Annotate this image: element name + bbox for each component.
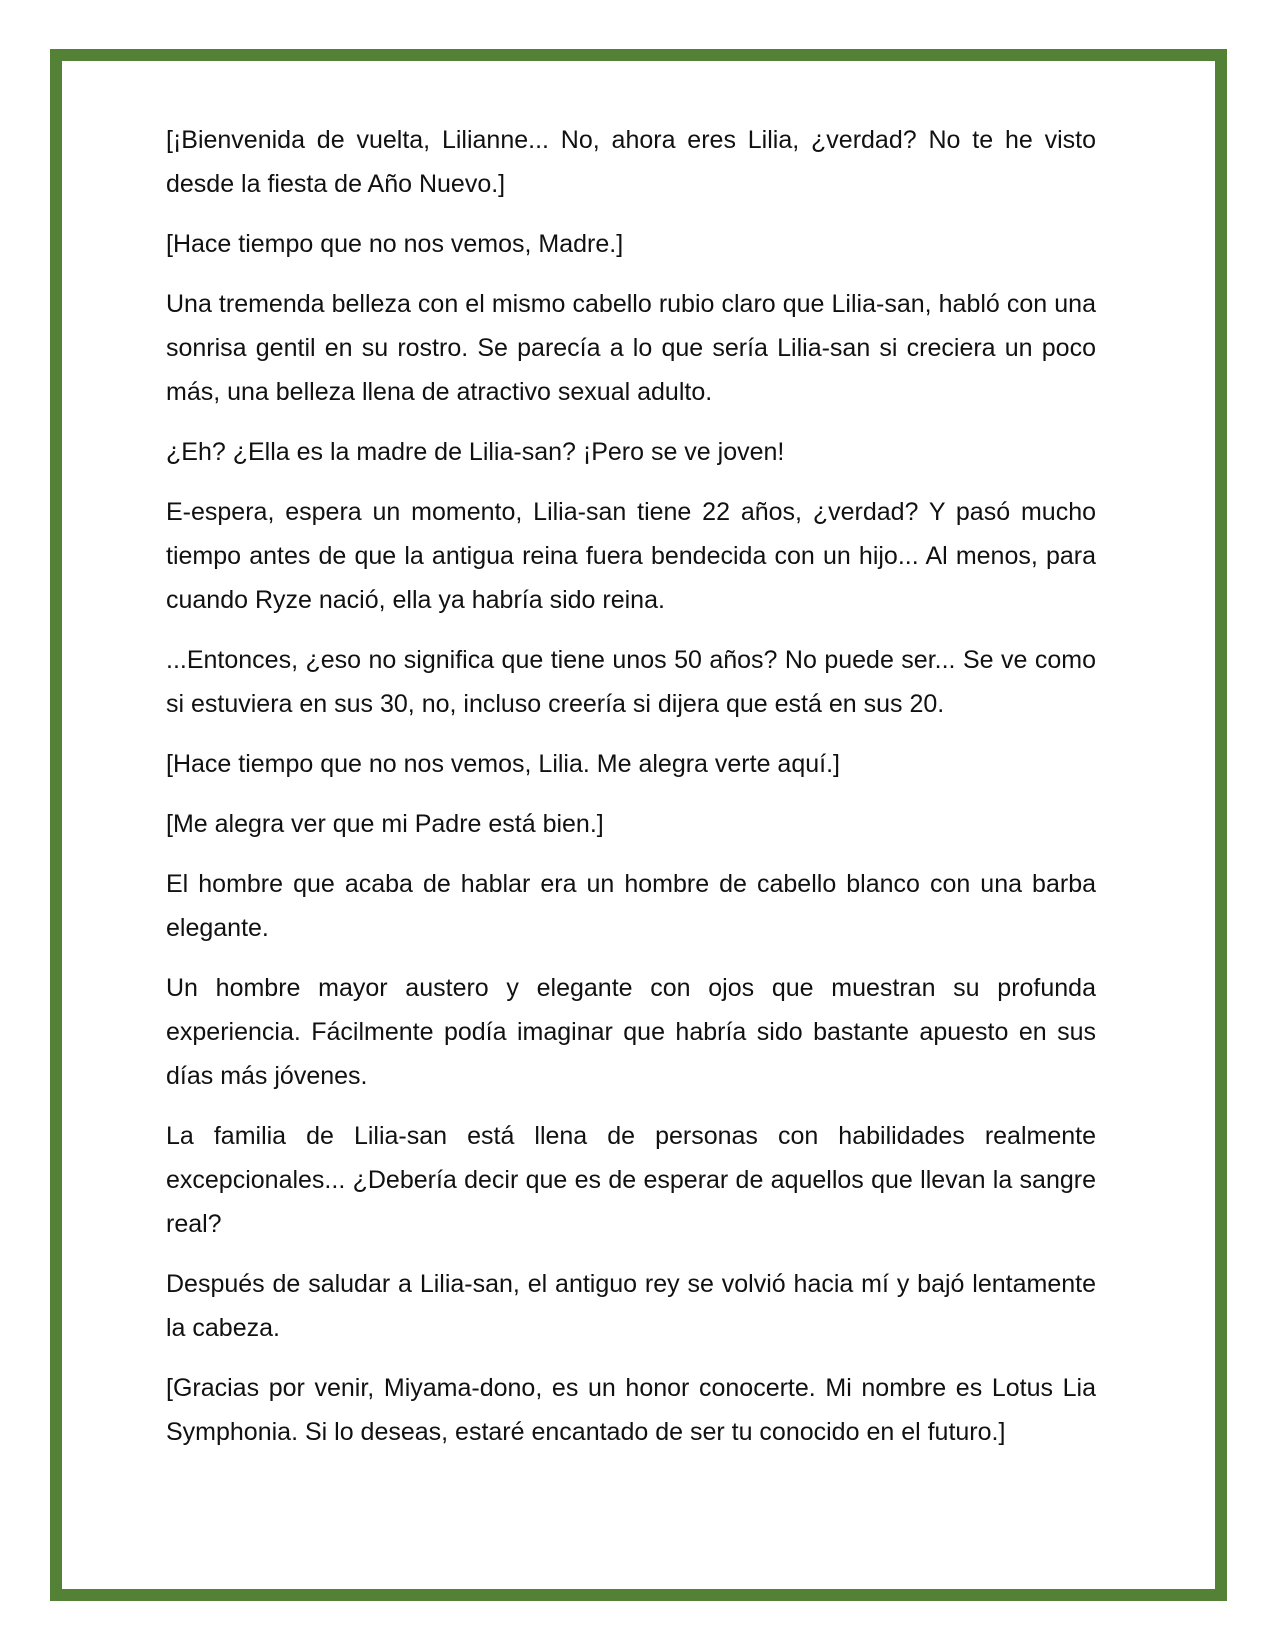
- paragraph: E-espera, espera un momento, Lilia-san tiene 22 años, ¿verdad? Y pasó mucho tiempo antes de que la antigua reina fuera bendecida con un hijo... Al menos, para cuando Ryze nació, ella ya habría sido reina.: [166, 498, 1096, 614]
- paragraph: [¡Bienvenida de vuelta, Lilianne... No, ahora eres Lilia, ¿verdad? No te he visto desde la fiesta de Año Nuevo.]: [166, 126, 1096, 198]
- paragraph: El hombre que acaba de hablar era un hombre de cabello blanco con una barba elegante.: [166, 870, 1096, 942]
- paragraph: [Hace tiempo que no nos vemos, Lilia. Me alegra verte aquí.]: [166, 750, 840, 778]
- paragraph: Un hombre mayor austero y elegante con ojos que muestran su profunda experiencia. Fácilmente podía imaginar que habría sido bastante apuesto en sus días más jóvenes.: [166, 974, 1096, 1090]
- paragraph: La familia de Lilia-san está llena de personas con habilidades realmente excepcionales... ¿Debería decir que es de esperar de aquellos que llevan la sangre real?: [166, 1122, 1096, 1238]
- paragraph: [Me alegra ver que mi Padre está bien.]: [166, 810, 604, 838]
- document-body: [166, 118, 1096, 1470]
- paragraph: Una tremenda belleza con el mismo cabello rubio claro que Lilia-san, habló con una sonrisa gentil en su rostro. Se parecía a lo que sería Lilia-san si creciera un poco más, una belleza llena de atractivo sexual adulto.: [166, 290, 1096, 406]
- paragraph: [Gracias por venir, Miyama-dono, es un honor conocerte. Mi nombre es Lotus Lia Symphonia. Si lo deseas, estaré encantado de ser tu conocido en el futuro.]: [166, 1374, 1096, 1446]
- paragraph: [Hace tiempo que no nos vemos, Madre.]: [166, 230, 624, 258]
- paragraph: Después de saludar a Lilia-san, el antiguo rey se volvió hacia mí y bajó lentamente la cabeza.: [166, 1270, 1096, 1342]
- paragraph: ...Entonces, ¿eso no significa que tiene unos 50 años? No puede ser... Se ve como si estuviera en sus 30, no, incluso creería si dijera que está en sus 20.: [166, 646, 1096, 718]
- paragraph: ¿Eh? ¿Ella es la madre de Lilia-san? ¡Pero se ve joven!: [166, 438, 785, 466]
